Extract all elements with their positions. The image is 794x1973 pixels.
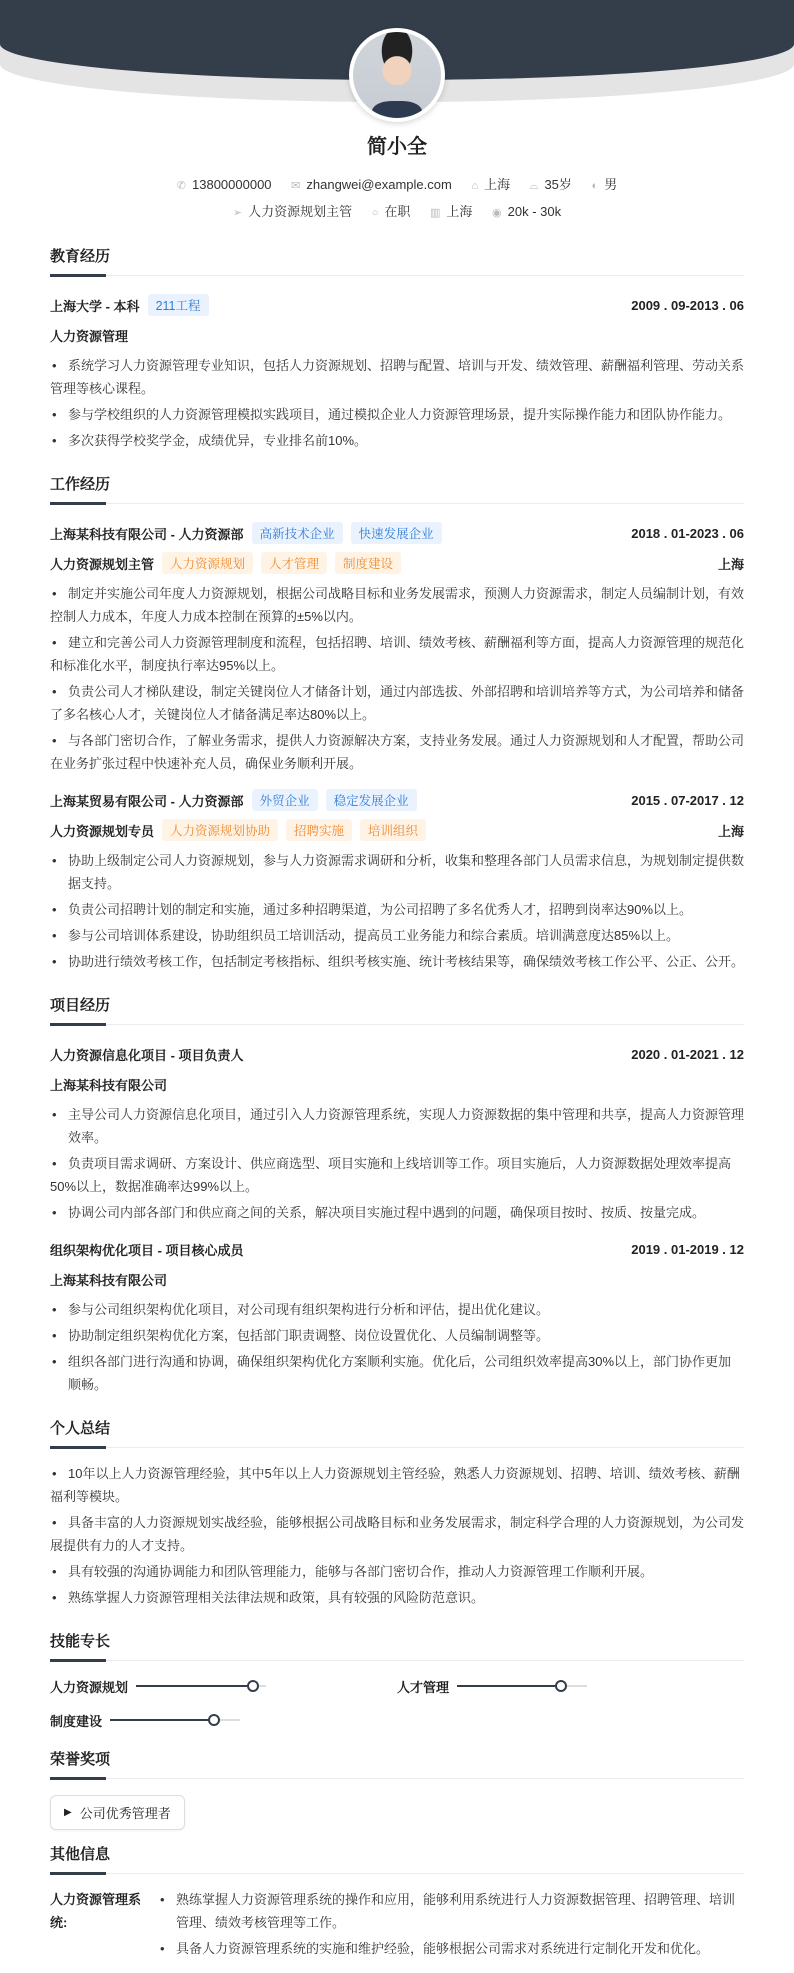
tag: 快速发展企业 [351,522,442,544]
status: 在职 [384,204,411,219]
bullet: • 具有较强的沟通协调能力和团队管理能力，能够与各部门密切合作，推动人力资源管理工作顺利开展。 [50,1560,744,1583]
bullet: • 具备人力资源管理系统的实施和维护经验，能够根据公司需求对系统进行定制化开发和优化。 [158,1937,744,1960]
work-city: 上海 [717,556,744,572]
section-title: 技能专长 [50,1631,744,1661]
bullet: • 协助上级制定公司人力资源规划，参与人力资源需求调研和分析，收集和整理各部门人员需求信息，为规划制定提供数据支持。 [50,849,744,895]
city: 上海 [484,177,511,192]
bullet: • 与各部门密切合作，了解业务需求，提供人力资源解决方案，支持业务发展。通过人力资源规划和人才配置，帮助公司在业务扩张过程中快速补充人员，确保业务顺利开展。 [50,729,744,775]
candidate-name: 简小全 [367,136,427,158]
skill-level-bar [457,1685,587,1687]
position: 人力资源规划主管 [248,204,353,219]
email-icon: ✉ [291,180,301,192]
award-item[interactable] [50,1795,185,1830]
skill-name: 人力资源规划 [50,1679,129,1695]
bullet: • 参与公司组织架构优化项目，对公司现有组织架构进行分析和评估，提出优化建议。 [50,1298,744,1321]
phone-icon: ✆ [176,180,186,192]
section-title: 个人总结 [50,1418,744,1448]
bullet: • 负责项目需求调研、方案设计、供应商选型、项目实施和上线培训等工作。项目实施后，人力资源数据处理效率提高50%以上，数据准确率达99%以上。 [50,1152,744,1198]
skill-level-knob [208,1714,220,1726]
project-name: 人力资源信息化项目 - 项目负责人 [50,1047,244,1063]
skill-item [50,1675,397,1697]
date: 2015 . 07-2017 . 12 [631,792,744,808]
summary-section [50,1418,744,1609]
tag: 211工程 [148,294,209,316]
other-section [50,1844,744,1973]
bullet: • 组织各部门进行沟通和协调，确保组织架构优化方案顺利实施。优化后，公司组织效率提高30%以上，部门协作更加顺畅。 [50,1350,744,1396]
major: 人力资源管理 [50,328,129,344]
date: 2019 . 01-2019 . 12 [631,1241,744,1257]
date: 2020 . 01-2021 . 12 [631,1046,744,1062]
gender-icon: ◐ [591,180,599,192]
salary: 20k - 30k [507,204,562,219]
email: zhangwei@example.com [306,177,452,192]
project-name: 组织架构优化项目 - 项目核心成员 [50,1242,244,1258]
triangle-right-icon: ▶ [64,1807,72,1818]
role: 人力资源规划主管 [50,556,155,572]
bullet: • 负责公司招聘计划的制定和实施，通过多种招聘渠道，为公司招聘了多名优秀人才，招聘到岗率达90%以上。 [50,898,744,921]
section-title: 荣誉奖项 [50,1749,744,1779]
skill-name: 制度建设 [50,1713,103,1729]
section-title: 项目经历 [50,995,744,1025]
projects-section [50,995,744,1396]
bullet: • 参与公司培训体系建设，协助组织员工培训活动，提高员工业务能力和综合素质。培训满意度达85%以上。 [50,924,744,947]
send-icon: ➢ [232,207,243,219]
gender: 男 [604,177,618,192]
bullet: • 熟练掌握人力资源管理系统的操作和应用，能够利用系统进行人力资源数据管理、招聘管理、培训管理、绩效考核管理等工作。 [158,1888,744,1934]
job-intent-row [0,201,794,220]
other-label: 人力资源管理系统: [50,1892,142,1930]
skill-tag: 培训组织 [360,819,426,841]
age-icon: ⌓ [529,180,539,192]
skills-section [50,1631,744,1731]
avatar-photo [353,32,441,118]
role: 人力资源规划专员 [50,823,155,839]
bullet: • 负责公司人才梯队建设，制定关键岗位人才储备计划，通过内部选拔、外部招聘和培训培养等方式，为公司培养和储备了多名核心人才，关键岗位人才储备满足率达80%以上。 [50,680,744,726]
education-section [50,246,744,452]
avatar [349,28,445,122]
skill-level-bar [136,1685,266,1687]
bullet: • 协助进行绩效考核工作，包括制定考核指标、组织考核实施、统计考核结果等，确保绩效考核工作公平、公正、公开。 [50,950,744,973]
work-section [50,474,744,973]
bullet: • 系统学习人力资源管理专业知识，包括人力资源规划、招聘与配置、培训与开发、绩效管理、薪酬福利管理、劳动关系管理等核心课程。 [50,354,744,400]
bullet: • 主导公司人力资源信息化项目，通过引入人力资源管理系统，实现人力资源数据的集中管理和共享，提高人力资源管理效率。 [50,1103,744,1149]
school: 上海大学 - 本科 [50,298,140,314]
building-icon: ▥ [430,207,441,219]
section-title: 教育经历 [50,246,744,276]
date: 2018 . 01-2023 . 06 [631,525,744,541]
work-city: 上海 [717,823,744,839]
honors-section [50,1749,744,1844]
section-title: 工作经历 [50,474,744,504]
bullet: • 协助制定组织架构优化方案，包括部门职责调整、岗位设置优化、人员编制调整等。 [50,1324,744,1347]
skill-item [397,1675,744,1697]
tag: 高新技术企业 [252,522,343,544]
bullet: • 具备丰富的人力资源规划实战经验，能够根据公司战略目标和业务发展需求，制定科学合理的人力资源规划，为公司发展提供有力的人才支持。 [50,1511,744,1557]
work-city: 上海 [446,204,473,219]
resume-header [0,0,794,232]
bullet: • 协调公司内部各部门和供应商之间的关系，解决项目实施过程中遇到的问题，确保项目按时、按质、按量完成。 [50,1201,744,1224]
contact-row [0,174,794,193]
skill-item [50,1709,397,1731]
tag: 稳定发展企业 [326,789,417,811]
skill-level-bar [110,1719,240,1721]
home-icon: ⌂ [471,180,479,192]
skill-level-knob [555,1680,567,1692]
award-name: 公司优秀管理者 [79,1806,171,1821]
skill-tag: 招聘实施 [286,819,352,841]
project-company: 上海某科技有限公司 [50,1077,168,1093]
skill-tag: 人才管理 [261,552,327,574]
status-icon: ○ [371,207,379,219]
bullet: • 熟练掌握人力资源管理相关法律法规和政策，具有较强的风险防范意识。 [50,1586,744,1609]
tag: 外贸企业 [252,789,318,811]
section-title: 其他信息 [50,1844,744,1874]
bullet: • 参与学校组织的人力资源管理模拟实践项目，通过模拟企业人力资源管理场景，提升实际操作能力和团队协作能力。 [50,403,744,426]
date: 2009 . 09-2013 . 06 [631,297,744,313]
company: 上海某科技有限公司 - 人力资源部 [50,526,244,542]
age: 35岁 [544,177,572,192]
skill-tag: 人力资源规划协助 [162,819,278,841]
project-company: 上海某科技有限公司 [50,1272,168,1288]
phone: 13800000000 [192,177,272,192]
company: 上海某贸易有限公司 - 人力资源部 [50,793,244,809]
salary-icon: ◉ [492,207,502,219]
bullet: • 建立和完善公司人力资源管理制度和流程，包括招聘、培训、绩效考核、薪酬福利等方面，提高人力资源管理的规范化和标准化水平，制度执行率达95%以上。 [50,631,744,677]
bullet: • 制定并实施公司年度人力资源规划，根据公司战略目标和业务发展需求，预测人力资源需求，制定人员编制计划，有效控制人力成本，年度人力成本控制在预算的±5%以内。 [50,582,744,628]
skill-level-knob [247,1680,259,1692]
skill-tag: 制度建设 [335,552,401,574]
bullet: • 多次获得学校奖学金，成绩优异，专业排名前10%。 [50,429,744,452]
skill-tag: 人力资源规划 [162,552,253,574]
bullet: • 10年以上人力资源管理经验，其中5年以上人力资源规划主管经验，熟悉人力资源规划、招聘、培训、绩效考核、薪酬福利等模块。 [50,1462,744,1508]
skill-name: 人才管理 [397,1679,450,1695]
